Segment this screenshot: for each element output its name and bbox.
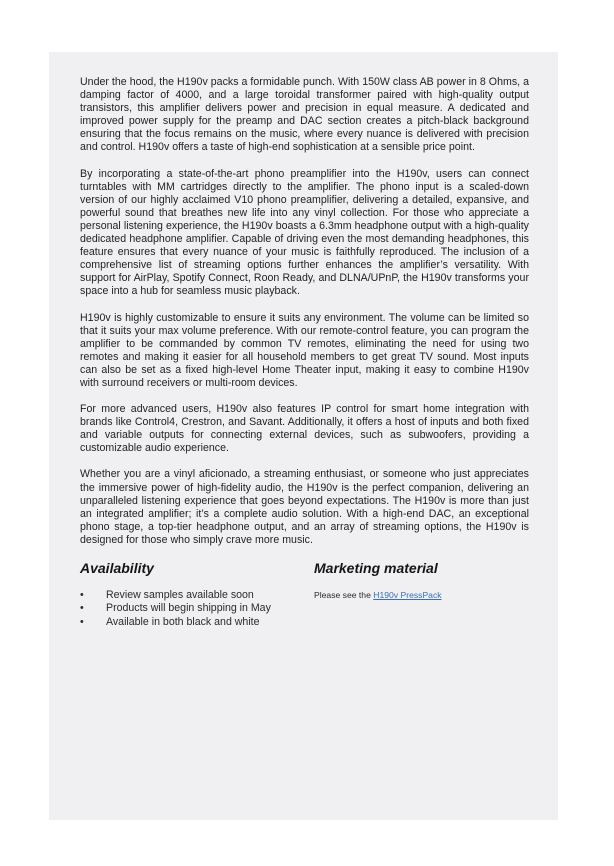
availability-list	[80, 589, 314, 629]
list-item	[80, 616, 314, 629]
marketing-text	[314, 589, 529, 601]
marketing-intro: Please see the	[314, 590, 374, 600]
availability-section	[80, 560, 314, 629]
list-item-text: Review samples available soon	[106, 589, 254, 601]
list-item-text: Available in both black and white	[106, 615, 260, 628]
document-page	[49, 52, 558, 820]
paragraph-customization: H190v is highly customizable to ensure it suits any environment. The volume can be limited so that it suits your max volume preference. With our remote-control feature, you can program the amplifier to be commanded by common TV remotes, eliminating the need for using two remotes and making it easier for all household members to get great TV sound. Most inputs can also be set as a fixed high-level Home Theater input, making it easy to combine H190v with surround receivers or multi-room devices.	[80, 311, 529, 389]
paragraph-summary: Whether you are a vinyl aficionado, a streaming enthusiast, or someone who just appreciates the immersive power of high-fidelity audio, the H190v is the perfect companion, delivering an unparalleled listening experience that goes beyond expectations. The H190v is more than just an integrated amplifier; it’s a complete audio solution. With a high-end DAC, an exceptional phono stage, a top-tier headphone output, and an array of streaming options, the H190v is designed for those who simply crave more music.	[80, 468, 529, 546]
marketing-heading: Marketing material	[314, 560, 438, 576]
marketing-section	[314, 560, 529, 629]
list-item-text: Products will begin shipping in May	[106, 602, 271, 615]
paragraph-phono-streaming: By incorporating a state-of-the-art phono preamplifier into the H190v, users can connect turntables with MM cartridges directly to the amplifier. The phono input is a scaled-down version of our highly acclaimed V10 phono preamplifier, delivering a detailed, expansive, and powerful sound that breathes new life into any vinyl collection. For those who appreciate a personal listening experience, the H190v boasts a 6.3mm headphone output with a high-quality dedicated headphone amplifier. Capable of driving even the most demanding headphones, this feature ensures that every nuance of your music is faithfully reproduced. The inclusion of a comprehensive list of streaming options further enhances the amplifier’s versatility. With support for AirPlay, Spotify Connect, Roon Ready, and DLNA/UPnP, the H190v transforms your space into a hub for seamless music playback.	[80, 167, 529, 298]
paragraph-power: Under the hood, the H190v packs a formidable punch. With 150W class AB power in 8 Ohms, a damping factor of 4000, and a large toroidal transformer paired with high-quality output transistors, this amplifier delivers power and precision in equal measure. A dedicated and improved power supply for the preamp and DAC section creates a pitch-black background ensuring that the focus remains on the music, where every nuance is delivered with precision and control. H190v offers a taste of high-end sophistication at a sensible price point.	[80, 76, 529, 154]
info-columns	[80, 560, 529, 629]
presspack-link[interactable]: H190v PressPack	[373, 590, 442, 600]
bullet-icon: •	[80, 615, 84, 628]
bullet-icon: •	[80, 589, 84, 601]
document-body	[80, 76, 529, 629]
list-item	[80, 589, 314, 602]
availability-heading: Availability	[80, 560, 154, 576]
list-item	[80, 602, 314, 615]
bullet-icon: •	[80, 602, 84, 615]
paragraph-ip-control: For more advanced users, H190v also features IP control for smart home integration with brands like Control4, Crestron, and Savant. Additionally, it offers a host of inputs and both fixed and variable outputs for connecting external devices, such as subwoofers, providing a customizable audio experience.	[80, 403, 529, 455]
